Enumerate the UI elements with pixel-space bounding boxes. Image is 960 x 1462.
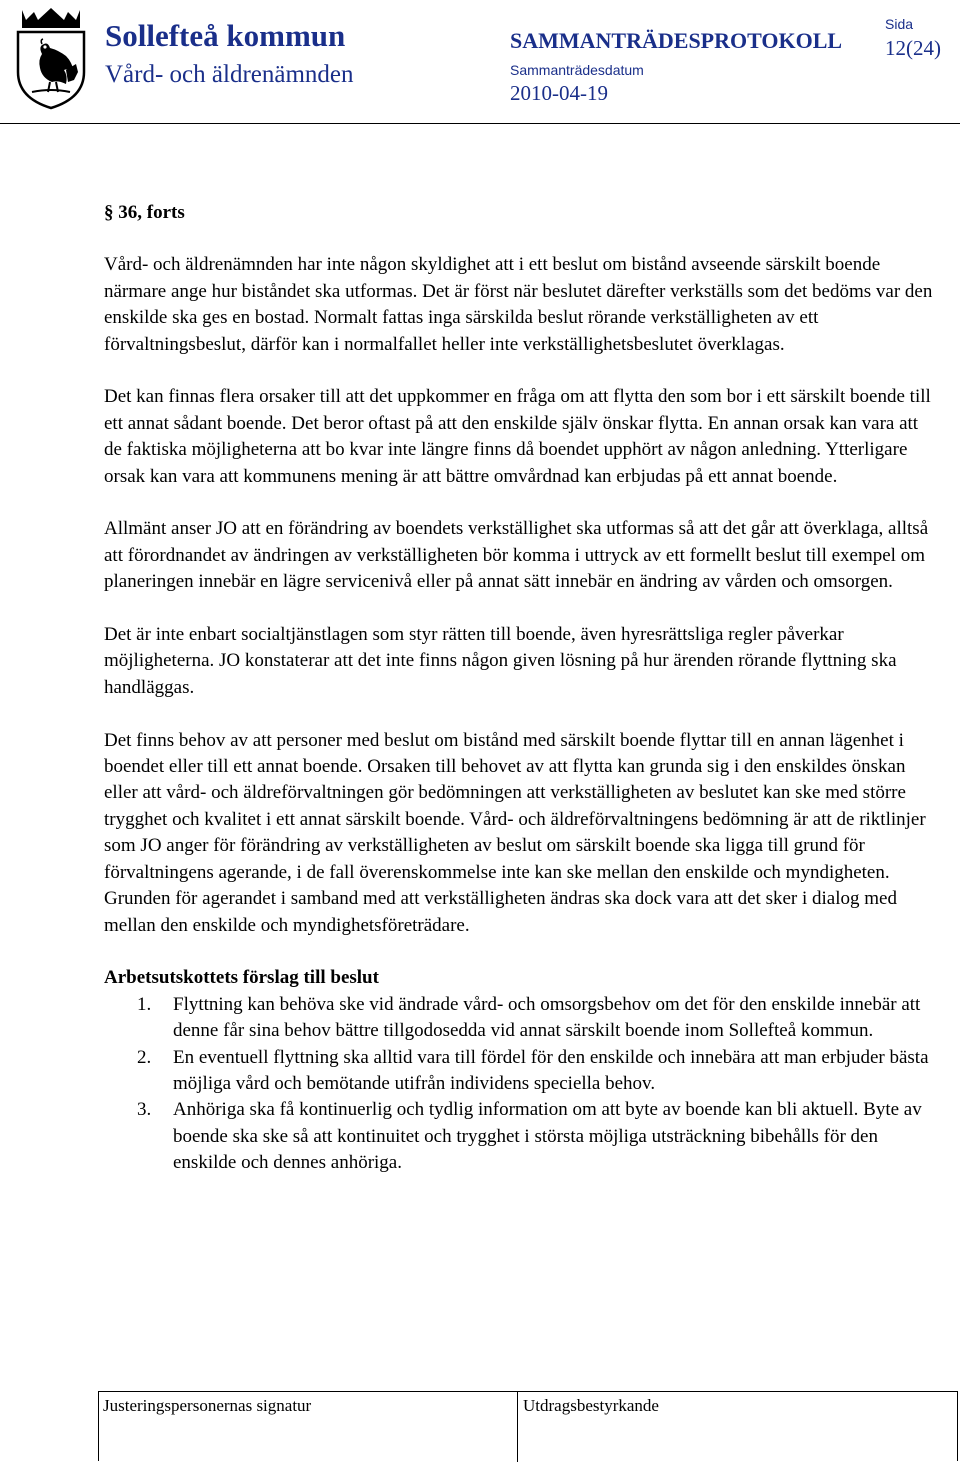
list-item-text: En eventuell flyttning ska alltid vara till fördel för den enskilde och innebära att man erbjuder bästa möjliga vård och bemötande utifrån individens speciella behov. — [173, 1046, 929, 1094]
list-item — [104, 1097, 934, 1176]
extract-certification-label: Utdragsbestyrkande — [523, 1396, 659, 1415]
page-label: Sida — [885, 16, 914, 32]
document-type: SAMMANTRÄDESPROTOKOLL — [510, 28, 843, 53]
list-item-number: 1. — [137, 993, 152, 1015]
list-item — [104, 992, 934, 1045]
header-divider — [0, 123, 960, 124]
list-item — [104, 1045, 934, 1098]
meeting-date-label: Sammanträdesdatum — [510, 62, 644, 78]
paragraph: Allmänt anser JO att en förändring av boendets verkställighet ska utformas så att det går att överklaga, alltså att förordnandet av ändringen av verkställigheten bör komma i uttryck av ett formellt beslut till exempel om planeringen innebär en lägre servicenivå eller på annat sätt innebär en ändring av vården och omsorgen. — [104, 518, 929, 593]
municipal-crest-capercaillie-icon — [12, 6, 90, 110]
list-item-text: Anhöriga ska få kontinuerlig och tydlig information om att byte av boende kan bli aktuell. Byte av boende ska ske så att kontinuitet och trygghet i största möjliga utsträckning bibehålls för den enskilde och dennes anhöriga. — [173, 1099, 922, 1174]
proposal-list-title: Arbetsutskottets förslag till beslut — [104, 967, 379, 989]
document-body — [104, 200, 934, 1177]
list-item-number: 3. — [137, 1099, 152, 1121]
paragraph: Vård- och äldrenämnden har inte någon skyldighet att i ett beslut om bistånd avseende särskilt boende närmare ange hur biståndet ska utformas. Det är först när beslutet därefter verkställs som det bedöms var den enskilde ska ges en bostad. Normalt fattas inga särskilda beslut rörande verkställigheten av ett förvaltningsbeslut, därför kan i normalfallet heller inte verkställighetsbeslutet överklagas. — [104, 254, 933, 355]
proposal-list — [104, 992, 934, 1177]
paragraph: Det är inte enbart socialtjänstlagen som styr rätten till boende, även hyresrättsliga regler påverkar möjligheterna. JO konstaterar att det inte finns någon given lösning på hur ärenden rörande flyttning ska handläggas. — [104, 624, 897, 698]
paragraph: Det kan finnas flera orsaker till att det uppkommer en fråga om att flytta den som bor i ett särskilt boende till ett annat sådant boende. Det beror oftast på att den enskilde själv önskar flytta. En annan orsak kan vara att de faktiska möjligheterna att bo kvar inte längre finns då boendet upphört av någon anledning. Ytterligare orsak kan vara att kommunens mening är att bättre omvårdnad kan erbjudas på ett annat boende. — [104, 386, 931, 487]
board-name: Vård- och äldrenämnden — [105, 61, 354, 88]
footer-divider — [517, 1392, 518, 1462]
page-number: 12(24) — [885, 36, 941, 60]
meeting-date: 2010-04-19 — [510, 81, 608, 105]
list-item-number: 2. — [137, 1046, 152, 1068]
signature-footer — [98, 1391, 958, 1461]
org-name: Sollefteå kommun — [105, 18, 346, 53]
adjusters-signature-label: Justeringspersonernas signatur — [103, 1396, 312, 1415]
paragraph: Det finns behov av att personer med beslut om bistånd med särskilt boende flyttar till en annan lägenhet i boendet eller till ett annat boende. Orsaken till behovet av att flytta kan grunda sig i den enskildes önskan eller att vård- och äldreförvaltningen gör bedömningen att verkställigheten av beslutet kan ske med större trygghet och kvalitet i ett annat särskilt boende. Vård- och äldreförvaltningens bedömning är att de riktlinjer som JO anger för förändring av verkställigheten av beslut om särskilt boende ska ligga till grund för förvaltningens agerande, i de fall överenskommelse inte kan ske mellan den enskilde och myndigheten. Grunden för agerandet i samband med att verkställigheten ändras ska dock vara att det sker i dialog med mellan den enskilde och myndighetsföreträdare. — [104, 729, 926, 936]
page-header — [0, 0, 960, 126]
section-heading: § 36, forts — [104, 202, 185, 223]
list-item-text: Flyttning kan behöva ske vid ändrade vård- och omsorgsbehov om det för den enskilde innebär att denne får sina behov bättre tillgodosedda vid annat särskilt boende inom Sollefteå kommun. — [173, 993, 921, 1042]
